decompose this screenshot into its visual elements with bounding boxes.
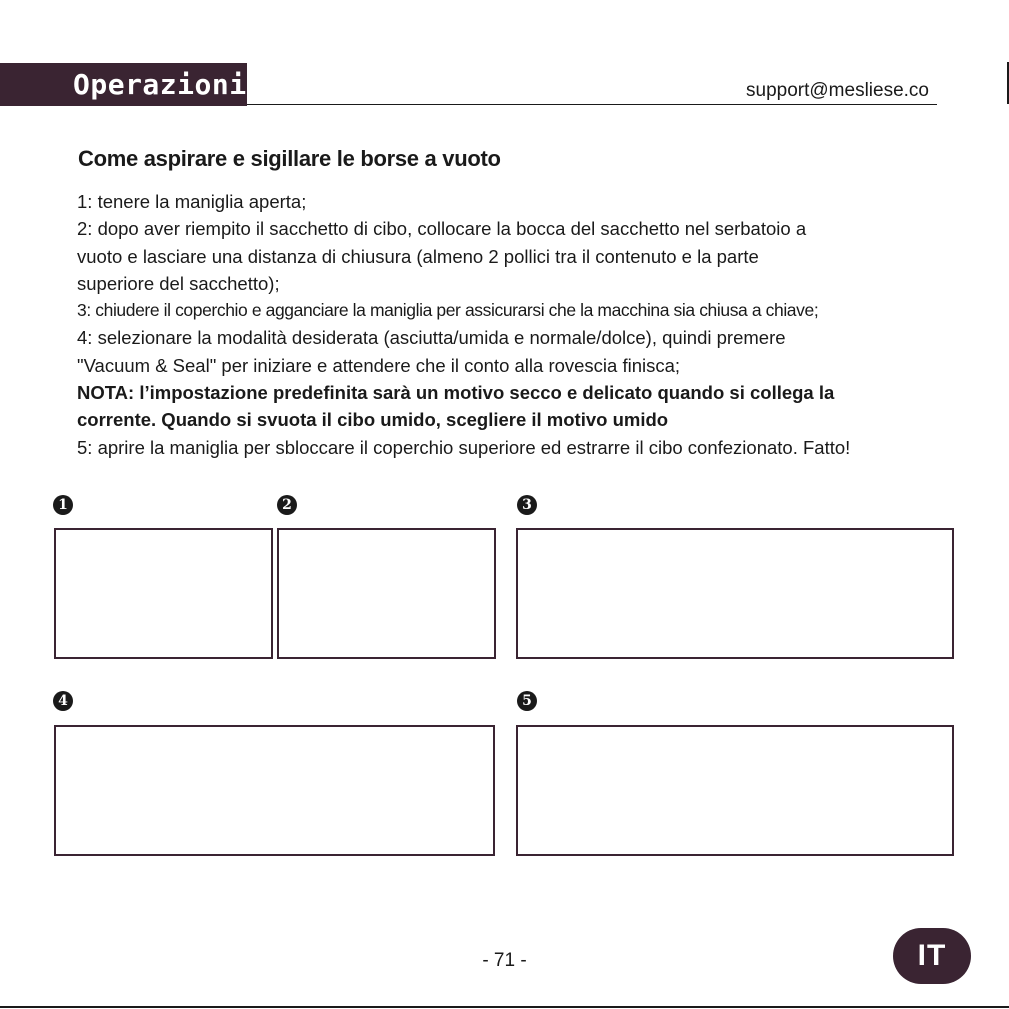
instruction-line: vuoto e lasciare una distanza di chiusura (almeno 2 pollici tra il contenuto e la parte <box>77 245 759 267</box>
section-title: Come aspirare e sigillare le borse a vuoto <box>78 146 501 171</box>
instructions-list <box>77 188 992 461</box>
step-3-image <box>516 528 954 659</box>
step-1-marker: 1 <box>53 495 73 515</box>
page-heading: Operazioni <box>73 68 247 101</box>
step-4-marker: 4 <box>53 691 73 711</box>
page-number: - 71 - <box>482 950 527 971</box>
instruction-line: "Vacuum & Seal" per iniziare e attendere che il conto alla rovescia finisca; <box>77 354 681 376</box>
footer-divider <box>0 1006 1009 1008</box>
instruction-line: superiore del sacchetto); <box>77 272 280 294</box>
step-5-marker: 5 <box>517 691 537 711</box>
step-2-marker: 2 <box>277 495 297 515</box>
instruction-line: 4: selezionare la modalità desiderata (asciutta/umida e normale/dolce), quindi premere <box>77 327 786 349</box>
step-3-marker: 3 <box>517 495 537 515</box>
step-5-image <box>516 725 954 856</box>
instruction-line: 2: dopo aver riempito il sacchetto di cibo, collocare la bocca del sacchetto nel serbatoio a <box>77 218 807 240</box>
instruction-line: 5: aprire la maniglia per sbloccare il coperchio superiore ed estrarre il cibo confezionato. Fatto! <box>77 436 851 458</box>
language-badge: IT <box>893 928 971 984</box>
note-line: NOTA: l’impostazione predefinita sarà un motivo secco e delicato quando si collega la <box>77 382 835 404</box>
support-email: support@mesliese.co <box>746 80 929 101</box>
header-divider <box>247 104 937 105</box>
note-line: corrente. Quando si svuota il cibo umido, scegliere il motivo umido <box>77 409 669 431</box>
instruction-line: 3: chiudere il coperchio e agganciare la maniglia per assicurarsi che la macchina sia chiusa a chiave; <box>77 300 819 321</box>
step-4-image <box>54 725 495 856</box>
instruction-line: 1: tenere la maniglia aperta; <box>77 191 307 212</box>
step-1-image <box>54 528 273 659</box>
step-2-image <box>277 528 496 659</box>
